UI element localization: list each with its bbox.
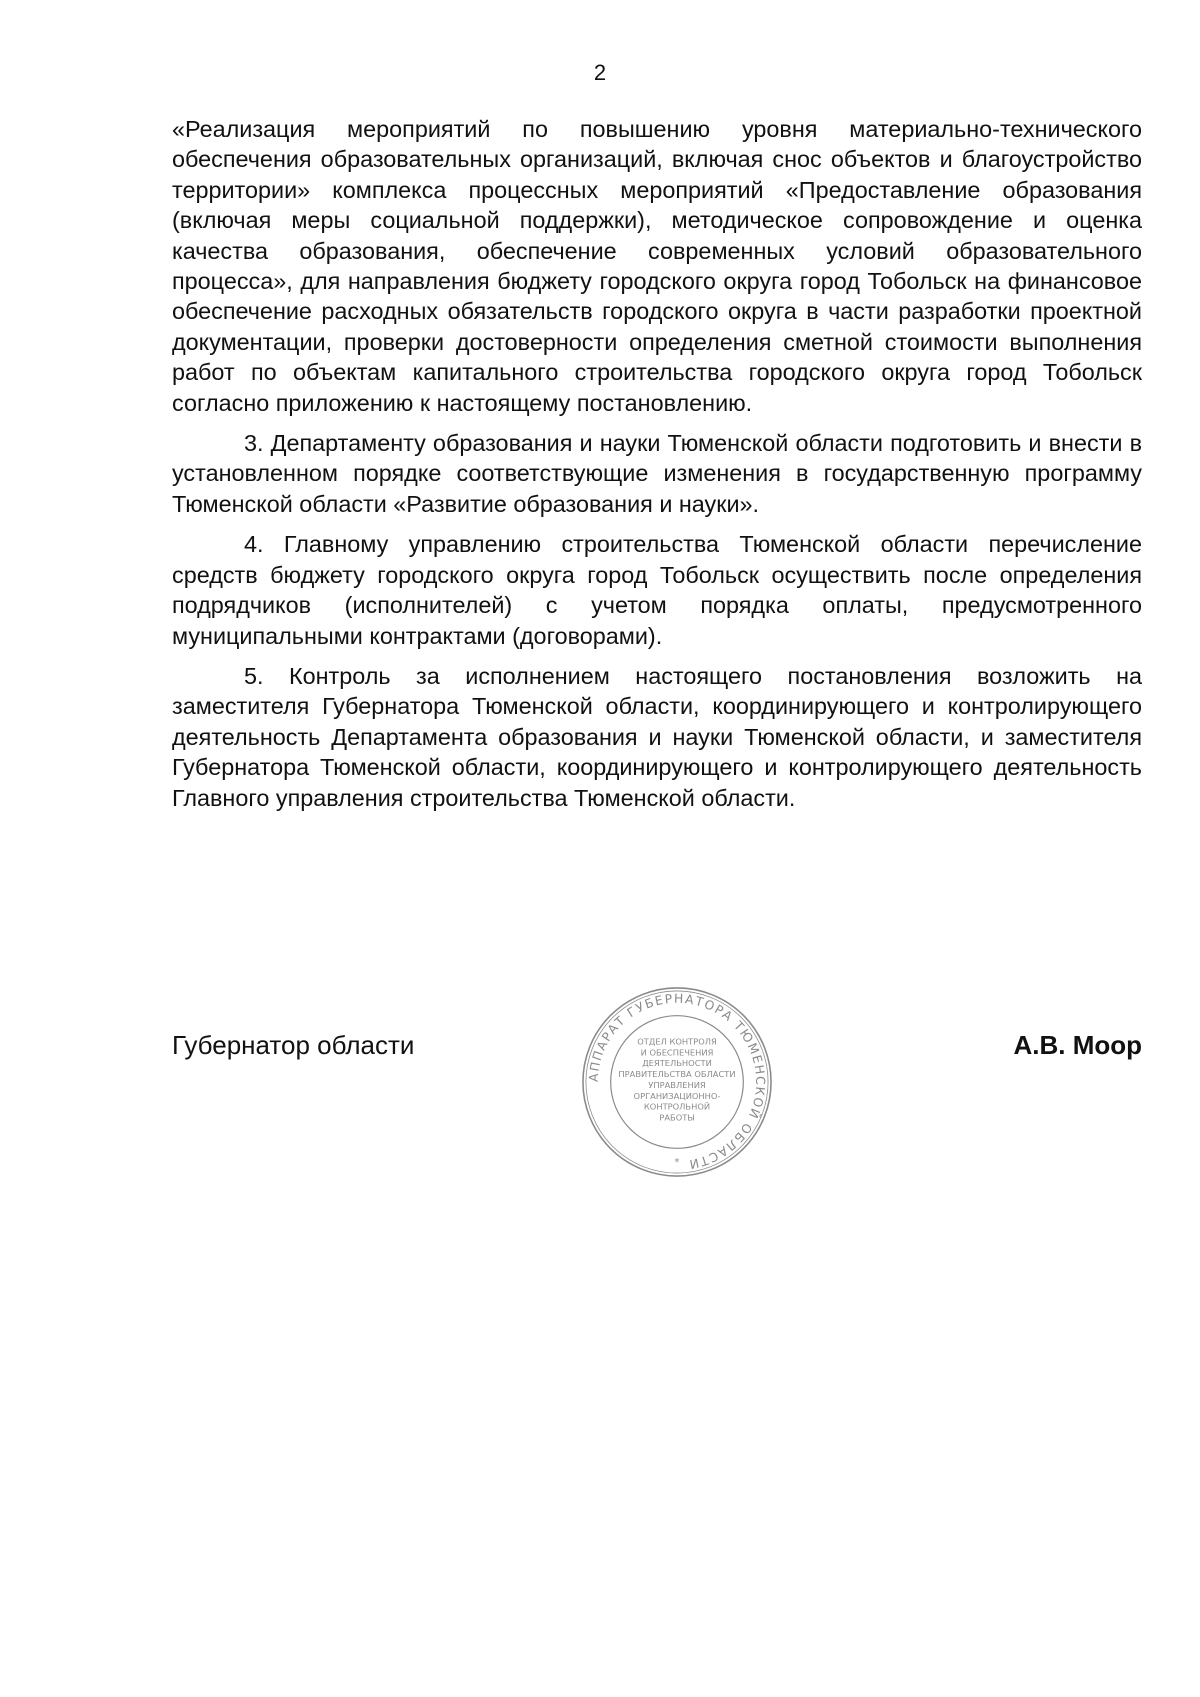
official-seal-stamp [578,983,776,1181]
svg-text:КОНТРОЛЬНОЙ: КОНТРОЛЬНОЙ [643,1101,711,1112]
paragraph-item-3: 3. Департаменту образования и науки Тюменской области подготовить и внести в установленном порядке соответствующие изменения в государственную программу Тюменской области «Развитие образования и науки». [172,430,1142,517]
svg-text:ПРАВИТЕЛЬСТВА ОБЛАСТИ: ПРАВИТЕЛЬСТВА ОБЛАСТИ [618,1069,736,1080]
svg-text:АППАРАТ ГУБЕРНАТОРА ТЮМЕНСКОЙ: АППАРАТ ГУБЕРНАТОРА ТЮМЕНСКОЙ ОБЛАСТИ [586,991,768,1172]
svg-text:УПРАВЛЕНИЯ: УПРАВЛЕНИЯ [648,1079,706,1090]
document-body [172,114,1142,823]
svg-text:ОРГАНИЗАЦИОННО-: ОРГАНИЗАЦИОННО- [633,1090,721,1101]
svg-text:И ОБЕСПЕЧЕНИЯ: И ОБЕСПЕЧЕНИЯ [640,1047,714,1058]
svg-text:ДЕЯТЕЛЬНОСТИ: ДЕЯТЕЛЬНОСТИ [642,1058,712,1069]
signer-title: Губернатор области [172,1030,415,1060]
paragraph-item-4: 4. Главному управлению строительства Тюменской области перечисление средств бюджету городского округа город Тобольск осуществить после определения подрядчиков (исполнителей) с учетом порядка оплаты, предусмотренного муниципальными контрактами (договорами). [172,531,1142,649]
paragraph-item-5: 5. Контроль за исполнением настоящего постановления возложить на заместителя Губернатора Тюменской области, координирующего и контролирующего деятельность Департамента образования и науки Тюменской области, и заместителя Губернатора Тюменской области, координирующего и контролирующего деятельность Главного управления строительства Тюменской области. [172,662,1142,811]
svg-text:*: * [674,1157,680,1169]
svg-text:ОТДЕЛ КОНТРОЛЯ: ОТДЕЛ КОНТРОЛЯ [637,1036,717,1047]
svg-text:РАБОТЫ: РАБОТЫ [659,1112,695,1123]
page-number: 2 [593,60,607,85]
paragraph-continuation: «Реализация мероприятий по повышению уровня материально-технического обеспечения образовательных организаций, включая снос объектов и благоустройство территории» комплекса процессных мероприятий «Предоставление образования (включая меры социальной поддержки), методическое сопровождение и оценка качества образования, обеспечение современных условий образовательного процесса», для направления бюджету городского округа город Тобольск на финансовое обеспечение расходных обязательств городского округа в части разработки проектной документации, проверки достоверности определения сметной стоимости выполнения работ по объектам капитального строительства городского округа город Тобольск согласно приложению к настоящему постановлению. [172,116,1142,416]
signer-name: А.В. Моор [1013,1030,1142,1060]
